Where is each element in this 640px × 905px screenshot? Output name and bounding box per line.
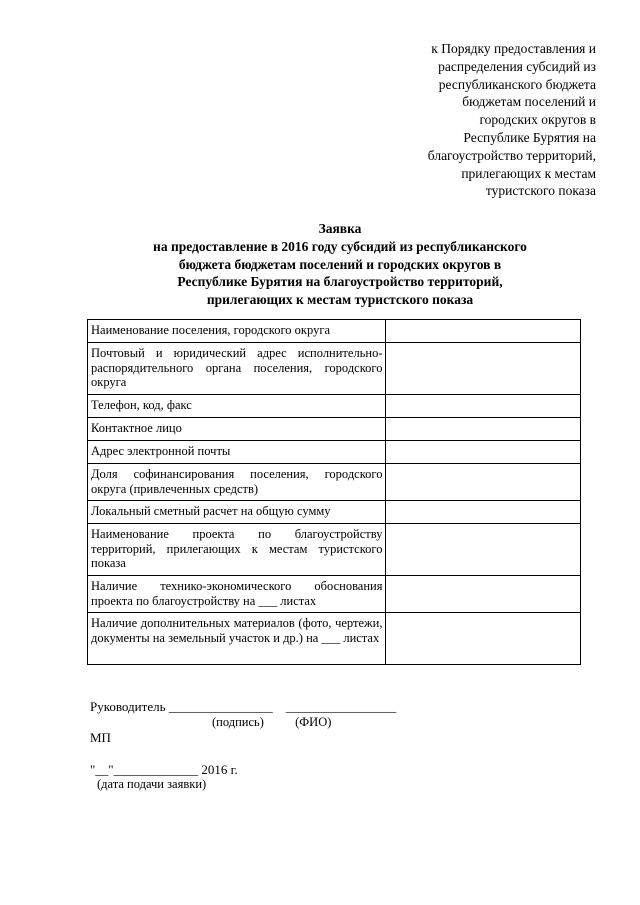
- appendix-reference: [386, 40, 596, 200]
- row-label-additional-materials: Наличие дополнительных материалов (фото, чертежи, документы на земельный участок и др.) на ___ листах: [88, 613, 386, 665]
- appendix-line: городских округов в: [479, 112, 596, 128]
- appendix-line: туристского показа: [485, 183, 596, 199]
- signature-captions: (подпись) (ФИО): [212, 715, 332, 729]
- row-value-feasibility-study[interactable]: [386, 576, 581, 613]
- appendix-line: распределения субсидий из: [438, 58, 596, 74]
- row-value-additional-materials[interactable]: [386, 613, 581, 665]
- row-label-cofinancing: Доля софинансирования поселения, городского округа (привлеченных средств): [88, 464, 386, 501]
- row-value-cost-estimate[interactable]: [386, 501, 581, 524]
- table-row: [88, 395, 581, 418]
- row-label-feasibility-study: Наличие технико-экономического обоснования проекта по благоустройству на ___ листах: [88, 576, 386, 613]
- appendix-line: прилегающих к местам: [461, 165, 596, 181]
- row-label-settlement-name: Наименование поселения, городского округа: [88, 320, 386, 343]
- table-row: [88, 343, 581, 395]
- row-label-phone: Телефон, код, факс: [88, 395, 386, 418]
- row-value-settlement-name[interactable]: [386, 320, 581, 343]
- row-value-address[interactable]: [386, 343, 581, 395]
- row-value-contact-person[interactable]: [386, 418, 581, 441]
- row-label-project-name: Наименование проекта по благоустройству территорий, прилегающих к местам туристского показа: [88, 524, 386, 576]
- appendix-line: Республике Бурятия на: [463, 129, 596, 145]
- application-form-table: [87, 319, 581, 665]
- row-value-project-name[interactable]: [386, 524, 581, 576]
- appendix-line: к Порядку предоставления и: [431, 41, 596, 56]
- appendix-line: бюджетам поселений и: [462, 94, 596, 110]
- title-line: Республике Бурятия на благоустройство территорий,: [177, 274, 503, 290]
- table-row: [88, 501, 581, 524]
- table-row: [88, 613, 581, 665]
- title-line: прилегающих к местам туристского показа: [206, 292, 474, 308]
- title-line: Заявка: [318, 221, 362, 236]
- stamp-placeholder: МП: [90, 730, 111, 745]
- submission-date-caption: (дата подачи заявки): [97, 777, 207, 791]
- submission-date-line: "__"_____________ 2016 г.: [90, 762, 238, 777]
- title-line: на предоставление в 2016 году субсидий из республиканского: [153, 238, 527, 254]
- row-value-email[interactable]: [386, 441, 581, 464]
- table-row: [88, 320, 581, 343]
- row-label-email: Адрес электронной почты: [88, 441, 386, 464]
- row-value-phone[interactable]: [386, 395, 581, 418]
- appendix-line: благоустройство территорий,: [427, 147, 596, 163]
- table-row: [88, 464, 581, 501]
- table-row: [88, 524, 581, 576]
- row-label-contact-person: Контактное лицо: [88, 418, 386, 441]
- row-label-cost-estimate: Локальный сметный расчет на общую сумму: [88, 501, 386, 524]
- appendix-line: республиканского бюджета: [438, 76, 596, 92]
- table-row: [88, 441, 581, 464]
- row-value-cofinancing[interactable]: [386, 464, 581, 501]
- title-line: бюджета бюджетам поселений и городских округов в: [178, 256, 502, 272]
- table-row: [88, 418, 581, 441]
- document-title: [90, 220, 590, 309]
- table-row: [88, 576, 581, 613]
- row-label-address: Почтовый и юридический адрес исполнительно-распорядительного органа поселения, городского округа: [88, 343, 386, 395]
- head-signature-line: Руководитель ________________ _________________: [90, 699, 397, 714]
